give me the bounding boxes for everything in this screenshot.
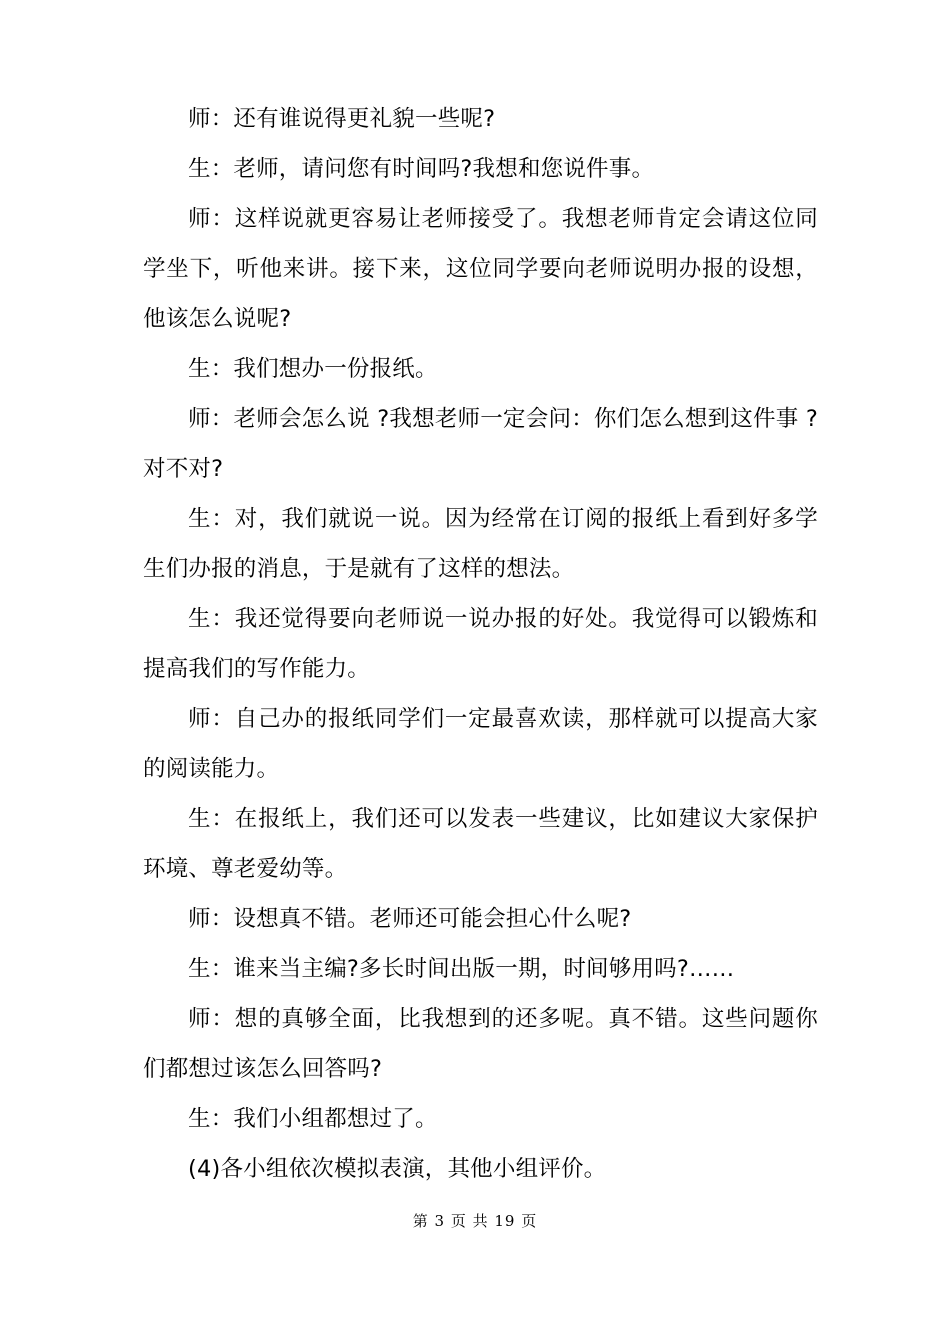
dialogue-paragraph: 师：自己办的报纸同学们一定最喜欢读，那样就可以提高大家的阅读能力。: [143, 706, 818, 782]
step-paragraph: (4)各小组依次模拟表演，其他小组评价。: [188, 1156, 607, 1182]
dialogue-paragraph: 生：我们小组都想过了。: [188, 1106, 438, 1132]
dialogue-paragraph: 师：老师会怎么说 ?我想老师一定会问：你们怎么想到这件事 ?对不对?: [143, 406, 818, 482]
dialogue-paragraph: 师：想的真够全面，比我想到的还多呢。真不错。这些问题你们都想过该怎么回答吗?: [143, 1006, 818, 1082]
dialogue-paragraph: 师：设想真不错。老师还可能会担心什么呢?: [188, 906, 632, 932]
dialogue-paragraph: 生：对，我们就说一说。因为经常在订阅的报纸上看到好多学生们办报的消息，于是就有了这样的想法。: [143, 506, 818, 582]
dialogue-paragraph: 生：谁来当主编?多长时间出版一期，时间够用吗?……: [188, 956, 735, 982]
document-body: [143, 94, 818, 1194]
dialogue-paragraph: 师：这样说就更容易让老师接受了。我想老师肯定会请这位同学坐下，听他来讲。接下来，这位同学要向老师说明办报的设想，他该怎么说呢?: [143, 206, 818, 332]
page-number: 第 3 页 共 19 页: [412, 1212, 538, 1230]
dialogue-paragraph: 生：老师，请问您有时间吗?我想和您说件事。: [188, 156, 655, 182]
dialogue-paragraph: 生：我还觉得要向老师说一说办报的好处。我觉得可以锻炼和提高我们的写作能力。: [143, 606, 818, 682]
dialogue-paragraph: 生：在报纸上，我们还可以发表一些建议，比如建议大家保护环境、尊老爱幼等。: [143, 806, 818, 882]
dialogue-paragraph: 生：我们想办一份报纸。: [188, 356, 438, 382]
dialogue-paragraph: 师：还有谁说得更礼貌一些呢?: [188, 106, 496, 132]
